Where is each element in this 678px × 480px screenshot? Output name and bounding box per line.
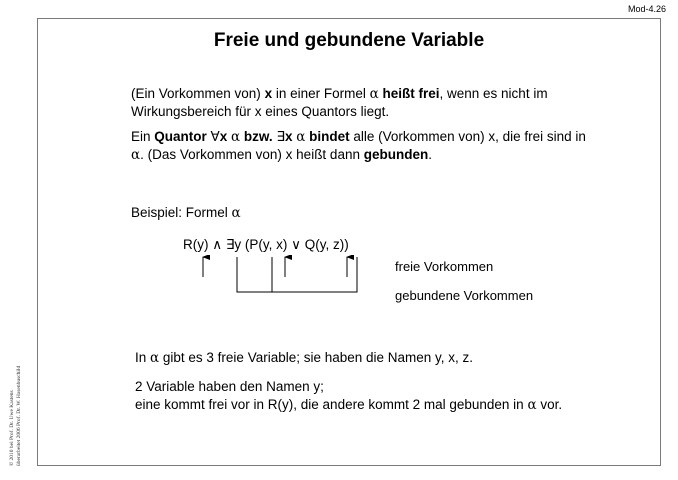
text-line [135,396,635,414]
text: Ein [131,129,155,144]
copyright-line-1: © 2010 bei Prof. Dr. Uwe Kastens [9,390,15,466]
text: . [428,147,432,162]
label-free-occurrences: freie Vorkommen [395,259,494,274]
text-bold: Quantor [154,129,211,144]
occurrence-diagram [190,255,370,305]
alpha-symbol: α [369,86,379,102]
definition-free [131,85,601,121]
text: 2 Variable haben den Namen y; [135,379,324,394]
text: , wenn es nicht im Wirkungsbereich für x eines Quantors liegt. [131,86,548,119]
exists-symbol: ∃ [276,129,285,144]
text: (Ein Vorkommen von) [131,86,265,101]
slide-title: Freie und gebundene Variable [213,30,485,51]
example-formula: R(y) ∧ ∃y (P(y, x) ∨ Q(y, z)) [183,237,349,252]
alpha-symbol: α [231,129,241,145]
forall-symbol: ∀ [210,129,220,144]
summary-variable-y [135,378,635,414]
text: vor. [536,397,563,412]
text: alle (Vorkommen von) x, die frei sind in [349,129,586,144]
binding-bracket [237,257,357,292]
text-bold: x [219,129,232,144]
page-id: Mod-4.26 [627,4,666,14]
copyright-line-2: überarbeitet 2006 Prof. Dr. W. Hasenbuschild [16,365,22,466]
text: . (Das Vorkommen von) x heißt dann [140,147,364,162]
text: gibt es 3 freie Variable; sie haben die Namen y, x, z. [159,350,474,365]
definition-bound [131,128,601,164]
text-bold: x [264,86,273,101]
text: Beispiel: Formel [131,205,232,220]
alpha-symbol: α [131,147,141,163]
alpha-symbol: α [231,205,241,221]
text: in einer Formel [272,86,370,101]
alpha-symbol: α [527,397,537,413]
alpha-symbol: α [296,129,306,145]
text: In [135,350,151,365]
text-bold: bzw. [240,129,277,144]
summary-free-variables [135,349,605,367]
text-bold: x [284,129,297,144]
text-bold: heißt frei [378,86,440,101]
example-label [131,204,601,222]
text: eine kommt frei vor in R(y), die andere kommt 2 mal gebunden in [135,397,528,412]
alpha-symbol: α [150,350,160,366]
label-bound-occurrences: gebundene Vorkommen [395,288,534,303]
copyright-notice [2,326,32,466]
text-bold: gebunden [363,147,429,162]
text-bold: bindet [305,129,350,144]
